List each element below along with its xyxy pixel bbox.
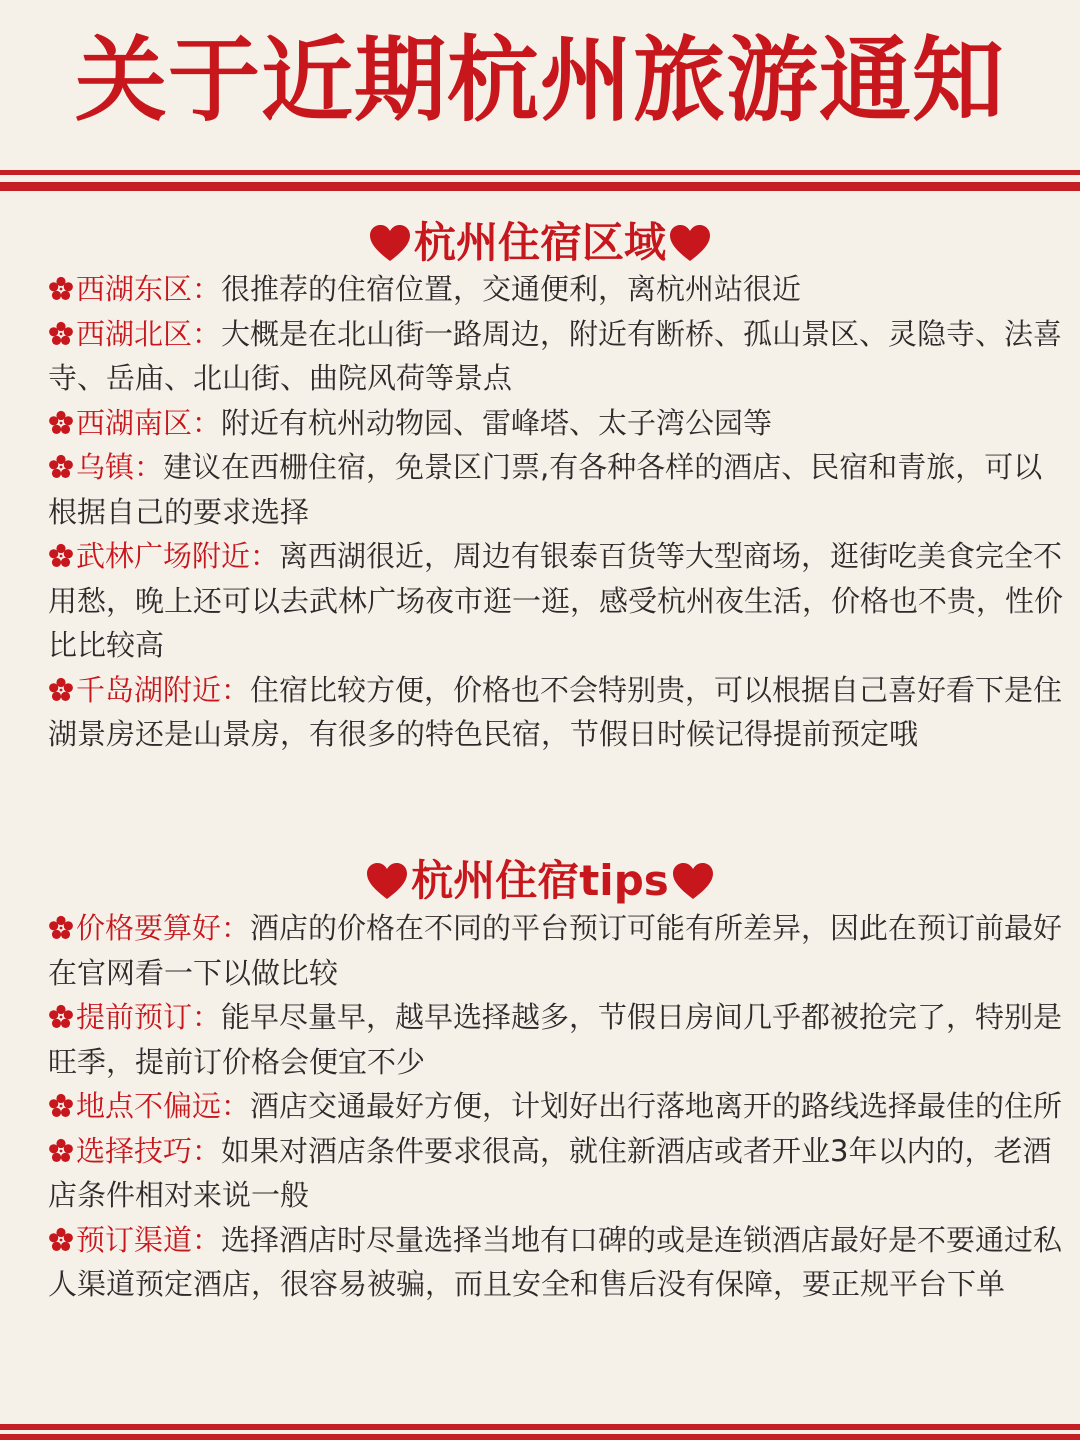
item-text: 附近有杭州动物园、雷峰塔、太子湾公园等: [221, 405, 773, 440]
flower-icon: [48, 1227, 74, 1253]
item-text: 选择酒店时尽量选择当地有口碑的或是连锁酒店最好是不要通过私人渠道预定酒店，很容易被骗，而且安全和售后没有保障，要正规平台下单: [48, 1222, 1063, 1301]
item-label: 武林广场附近：: [76, 539, 280, 573]
item-text: 酒店交通最好方便，计划好出行落地离开的路线选择最佳的住所: [250, 1089, 1063, 1123]
item-label: 西湖东区：: [76, 272, 222, 306]
accommodation-areas-list: [48, 267, 1064, 757]
section-heading-text: 杭州住宿区域: [413, 217, 666, 267]
flower-icon: [48, 1004, 74, 1030]
flower-icon: [48, 454, 74, 480]
item-text: 建议在西栅住宿，免景区门票,有各种各样的酒店、民宿和青旅，可以根据自己的要求选择: [48, 450, 1043, 529]
heart-icon: [365, 861, 409, 901]
list-item: [48, 267, 1064, 312]
item-text: 酒店的价格在不同的平台预订可能有所差异，因此在预订前最好在官网看一下以做比较: [48, 911, 1063, 990]
list-item: [48, 445, 1064, 534]
list-item: [48, 1084, 1064, 1129]
item-label: 提前预订：: [76, 1000, 222, 1034]
item-label: 西湖南区：: [76, 405, 222, 440]
flower-icon: [48, 276, 74, 302]
bottom-divider-thin: [0, 1424, 1080, 1430]
flower-icon: [48, 677, 74, 703]
flower-icon: [48, 321, 74, 347]
item-label: 预订渠道：: [76, 1222, 222, 1257]
section-heading-text: 杭州住宿tips: [411, 855, 669, 905]
item-label: 西湖北区：: [76, 316, 222, 351]
list-item: [48, 668, 1064, 757]
item-label: 千岛湖附近：: [76, 672, 251, 707]
item-text: 很推荐的住宿位置，交通便利，离杭州站很近: [221, 272, 802, 306]
item-text: 大概是在北山街一路周边，附近有断桥、孤山景区、灵隐寺、法喜寺、岳庙、北山街、曲院风荷等景点: [48, 316, 1063, 395]
flower-icon: [48, 1093, 74, 1119]
list-item: [48, 534, 1064, 668]
flower-icon: [48, 410, 74, 436]
item-label: 价格要算好：: [76, 911, 251, 945]
top-divider-thick: [0, 182, 1080, 191]
section-heading-accommodation-tips: [0, 850, 1080, 909]
list-item: [48, 312, 1064, 401]
item-text: 如果对酒店条件要求很高，就住新酒店或者开业3年以内的，老酒店条件相对来说一般: [48, 1133, 1052, 1212]
item-text: 离西湖很近，周边有银泰百货等大型商场，逛街吃美食完全不用愁，晚上还可以去武林广场夜市逛一逛，感受杭州夜生活，价格也不贵，性价比比较高: [48, 539, 1064, 662]
list-item: [48, 906, 1064, 995]
item-text: 住宿比较方便，价格也不会特别贵，可以根据自己喜好看下是住湖景房还是山景房，有很多的特色民宿，节假日时候记得提前预定哦: [48, 672, 1063, 751]
list-item: [48, 401, 1064, 446]
list-item: [48, 1129, 1064, 1218]
flower-icon: [48, 1138, 74, 1164]
list-item: [48, 995, 1064, 1084]
heart-icon: [671, 861, 715, 901]
flower-icon: [48, 543, 74, 569]
heart-icon: [668, 223, 712, 263]
flower-icon: [48, 915, 74, 941]
list-item: [48, 1218, 1064, 1307]
item-label: 选择技巧：: [76, 1133, 222, 1168]
bottom-divider-thick: [0, 1434, 1080, 1440]
top-divider-thin: [0, 170, 1080, 175]
item-label: 地点不偏远：: [76, 1089, 251, 1123]
accommodation-tips-list: [48, 906, 1064, 1307]
item-label: 乌镇：: [76, 450, 164, 484]
page-title: 关于近期杭州旅游通知: [74, 27, 1005, 134]
heart-icon: [368, 223, 412, 263]
section-heading-accommodation-areas: [0, 212, 1080, 271]
item-text: 能早尽量早，越早选择越多，节假日房间几乎都被抢完了，特别是旺季，提前订价格会便宜不少: [48, 1000, 1063, 1079]
